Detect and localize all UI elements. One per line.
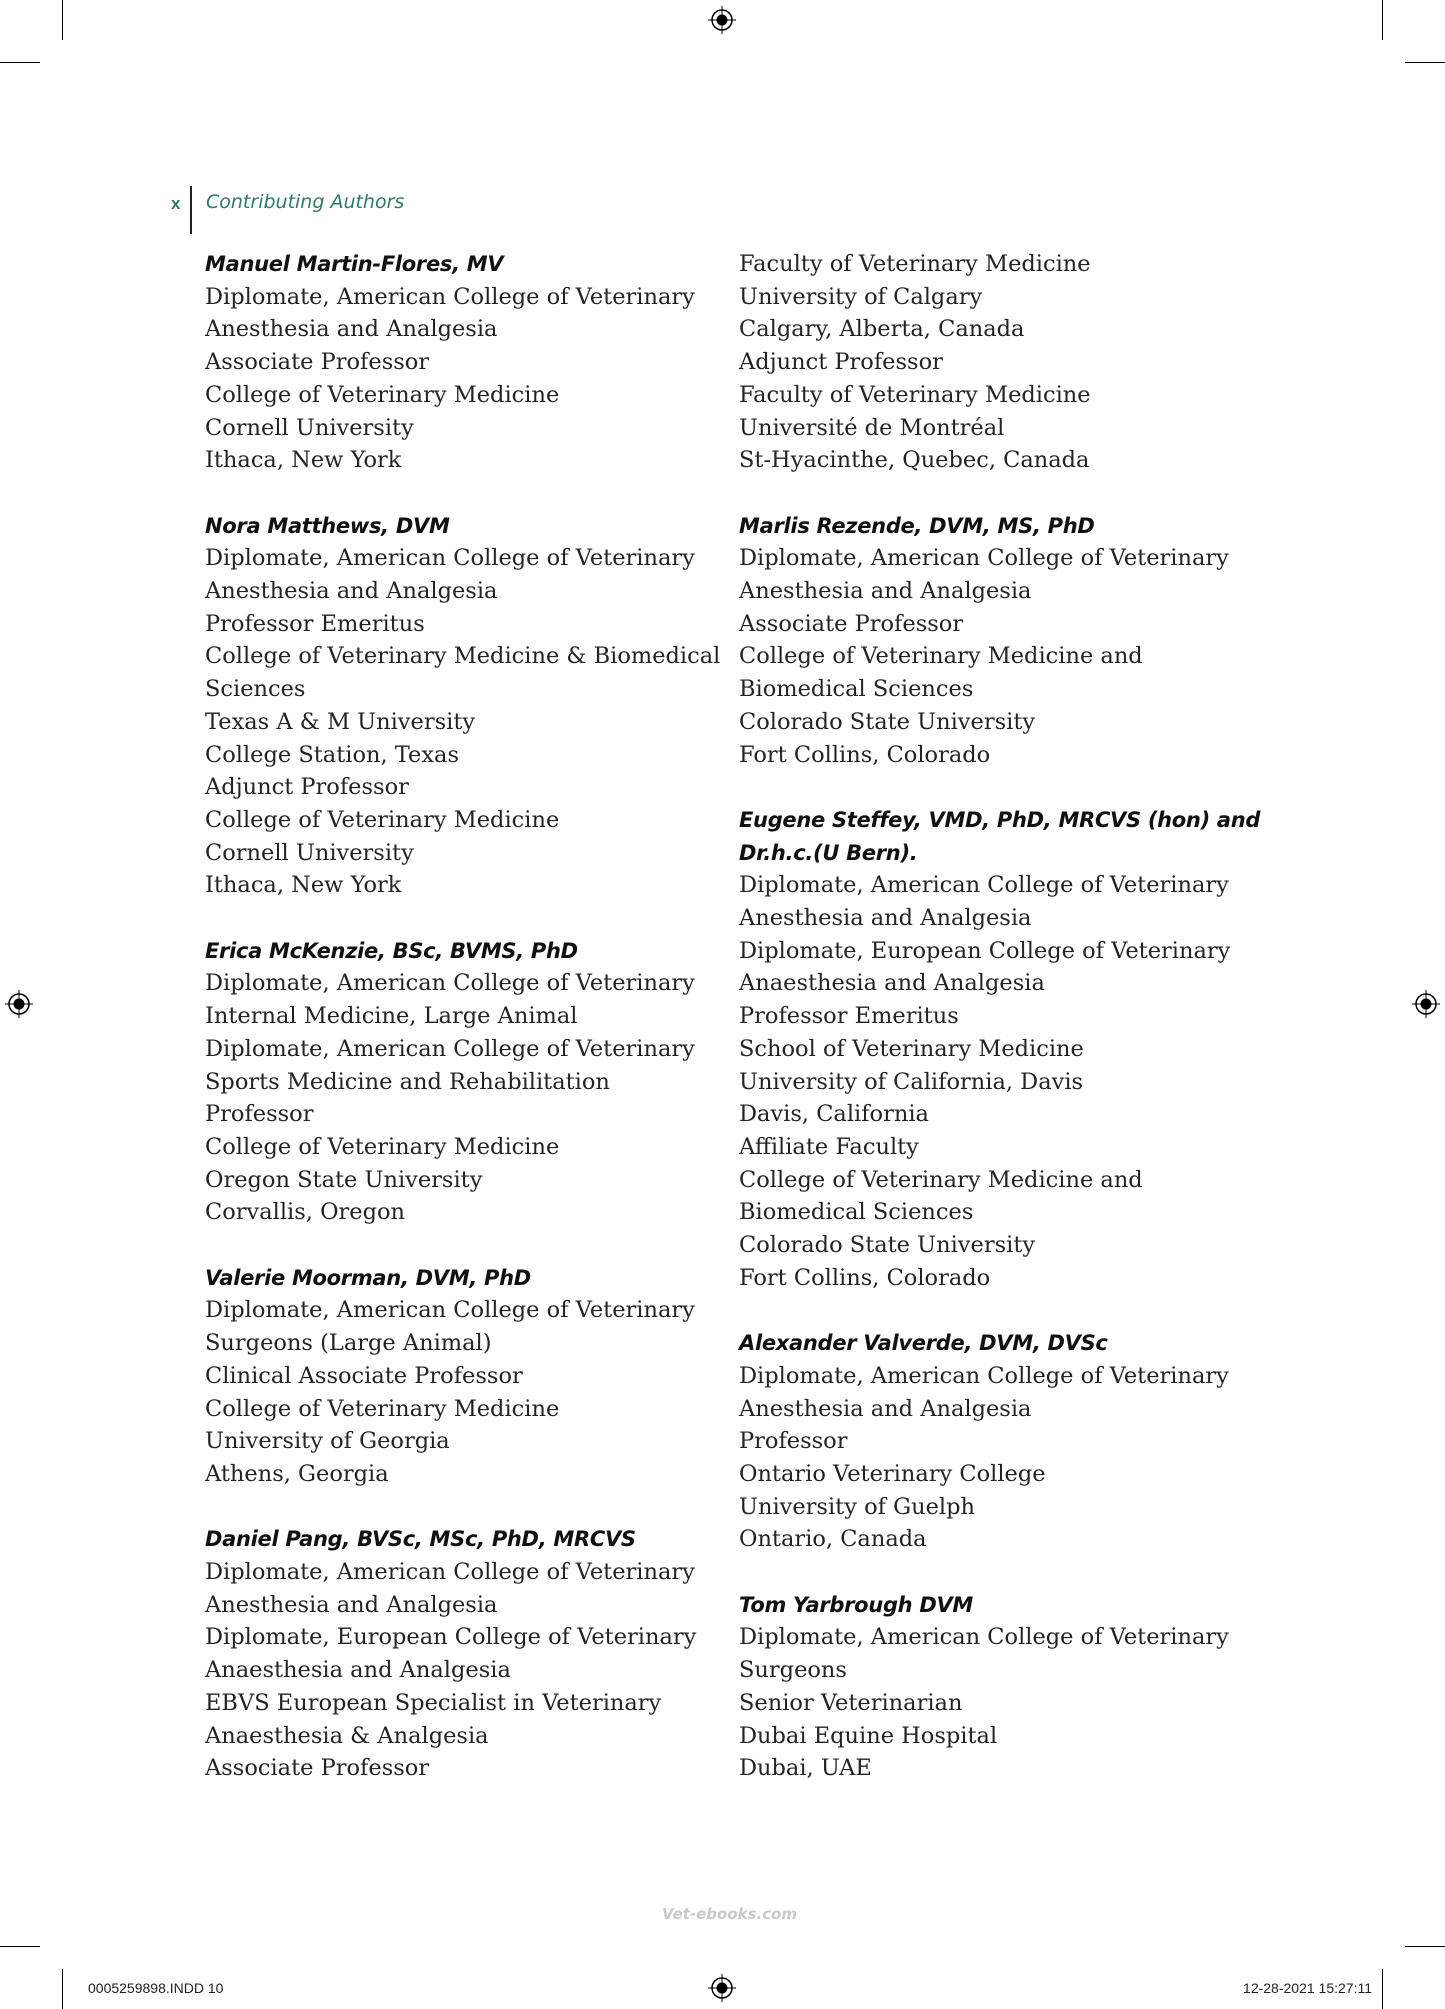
crop-mark [1382, 1969, 1383, 2009]
crop-mark [0, 1946, 40, 1947]
affiliation-line: Oregon State University [205, 1166, 483, 1193]
crop-mark [62, 1969, 63, 2009]
right-column [739, 248, 1261, 1818]
affiliation-line: Corvallis, Oregon [205, 1199, 406, 1226]
registration-mark-icon [708, 6, 736, 34]
affiliation-line: Faculty of Veterinary Medicine [739, 251, 1091, 277]
affiliation-line: Colorado State University [739, 1232, 1036, 1259]
author-entry [205, 1523, 715, 1785]
affiliation-line: Surgeons [739, 1657, 847, 1684]
affiliation-line: Dubai, UAE [739, 1755, 872, 1782]
affiliation-line: Anaesthesia and Analgesia [205, 1657, 511, 1684]
affiliation-line: Associate Professor [739, 610, 964, 637]
header-divider [190, 186, 192, 234]
affiliation-line: Diplomate, American College of Veterinary [739, 1624, 1229, 1651]
author-entry [739, 1327, 1249, 1556]
affiliation-line: Anesthesia and Analgesia [205, 316, 498, 343]
affiliation-line: Diplomate, American College of Veterinary [205, 1559, 695, 1586]
page-number: x [171, 194, 181, 213]
affiliation-line: Anaesthesia and Analgesia [739, 970, 1045, 997]
affiliation-line: Professor [739, 1428, 848, 1455]
affiliation-line: Diplomate, European College of Veterinary [205, 1624, 697, 1651]
author-name: Daniel Pang, BVSc, MSc, PhD, MRCVS [205, 1527, 636, 1552]
affiliation-line: Anesthesia and Analgesia [739, 578, 1032, 605]
affiliation-line: Diplomate, American College of Veterinary [205, 1297, 695, 1324]
slug-file: 0005259898.INDD 10 [88, 1980, 224, 1996]
affiliation-line: University of Calgary [739, 283, 983, 310]
affiliation-line: Clinical Associate Professor [205, 1362, 523, 1389]
affiliation-line: College of Veterinary Medicine [205, 1133, 560, 1160]
affiliation-line: Faculty of Veterinary Medicine [739, 381, 1091, 408]
affiliation-line: Anesthesia and Analgesia [205, 1591, 498, 1618]
affiliation-line: St-Hyacinthe, Quebec, Canada [739, 447, 1090, 474]
affiliation-line: Diplomate, European College of Veterinary [739, 937, 1231, 964]
crop-mark [0, 62, 40, 63]
author-name: Manuel Martin-Flores, MV [205, 252, 504, 276]
author-name: Erica McKenzie, BSc, BVMS, PhD [205, 938, 578, 963]
affiliation-line: Calgary, Alberta, Canada [739, 316, 1025, 343]
affiliation-line: Sports Medicine and Rehabilitation [205, 1068, 610, 1095]
affiliation-line: Diplomate, American College of Veterinary [205, 1035, 695, 1062]
affiliation-line: Professor [205, 1101, 314, 1128]
affiliation-line: School of Veterinary Medicine [739, 1035, 1084, 1062]
affiliation-line: University of Georgia [205, 1428, 450, 1455]
affiliation-line: Affiliate Faculty [739, 1133, 919, 1160]
affiliation-line: University of California, Davis [739, 1068, 1084, 1095]
affiliation-line: Diplomate, American College of Veterinary [205, 970, 695, 997]
affiliation-line: Anesthesia and Analgesia [739, 1395, 1032, 1422]
affiliation-line: Ontario, Canada [739, 1526, 927, 1553]
affiliation-line: Cornell University [205, 839, 414, 866]
affiliation-line: Diplomate, American College of Veterinary [205, 545, 695, 572]
affiliation-line: Dubai Equine Hospital [739, 1722, 998, 1749]
affiliation-line: Texas A & M University [205, 708, 476, 735]
author-entry [205, 1262, 715, 1491]
author-name: Eugene Steffey, VMD, PhD, MRCVS (hon) and [739, 807, 1261, 832]
author-entry [739, 804, 1261, 1295]
affiliation-line: College of Veterinary Medicine and [739, 1166, 1143, 1193]
registration-mark-icon [708, 1974, 736, 2002]
affiliation-line: Ithaca, New York [205, 447, 402, 474]
affiliation-line: Université de Montréal [739, 414, 1005, 441]
affiliation-line: Professor Emeritus [205, 610, 425, 637]
affiliation-line: Diplomate, American College of Veterinary [205, 283, 695, 310]
affiliation-line: University of Guelph [739, 1493, 975, 1520]
running-head-title: Contributing Authors [206, 191, 405, 213]
affiliation-line: Diplomate, American College of Veterinary [739, 545, 1229, 572]
affiliation-line: Adjunct Professor [205, 774, 409, 801]
author-name: Dr.h.c.(U Bern). [739, 840, 918, 865]
affiliation-line: Diplomate, American College of Veterinary [739, 1362, 1229, 1389]
author-name: Nora Matthews, DVM [205, 513, 450, 538]
affiliation-line: Ontario Veterinary College [739, 1460, 1046, 1487]
affiliation-line: Colorado State University [739, 708, 1036, 735]
affiliation-line: Anesthesia and Analgesia [205, 578, 498, 605]
crop-mark [1405, 1946, 1445, 1947]
left-column [205, 248, 721, 1818]
affiliation-line: Anesthesia and Analgesia [739, 905, 1032, 932]
registration-mark-icon [5, 990, 33, 1018]
affiliation-line: Athens, Georgia [205, 1460, 389, 1487]
affiliation-line: College of Veterinary Medicine & Biomedical [205, 643, 721, 670]
affiliation-line: Davis, California [739, 1101, 929, 1128]
author-name: Tom Yarbrough DVM [739, 1592, 974, 1617]
affiliation-line: College of Veterinary Medicine and [739, 643, 1143, 670]
author-name: Alexander Valverde, DVM, DVSc [739, 1331, 1108, 1356]
author-name: Valerie Moorman, DVM, PhD [205, 1265, 531, 1290]
author-entry [205, 510, 721, 902]
affiliation-line: Professor Emeritus [739, 1003, 959, 1030]
affiliation-line: College Station, Texas [205, 741, 460, 768]
author-name: Marlis Rezende, DVM, MS, PhD [739, 513, 1095, 538]
affiliation-line: Biomedical Sciences [739, 676, 974, 703]
watermark: Vet-ebooks.com [662, 1905, 798, 1923]
affiliation-line: Anaesthesia & Analgesia [205, 1722, 489, 1749]
affiliation-line: Biomedical Sciences [739, 1199, 974, 1226]
crop-mark [62, 0, 63, 40]
affiliation-line: Cornell University [205, 414, 414, 441]
affiliation-line: Fort Collins, Colorado [739, 741, 991, 768]
affiliation-line: Associate Professor [205, 1755, 430, 1782]
affiliation-line: Ithaca, New York [205, 872, 402, 899]
affiliation-line: College of Veterinary Medicine [205, 381, 560, 408]
affiliation-line: Diplomate, American College of Veterinary [739, 872, 1229, 899]
slug-timestamp: 12-28-2021 15:27:11 [1243, 1980, 1372, 1996]
author-entry [739, 510, 1249, 772]
affiliation-line: EBVS European Specialist in Veterinary [205, 1689, 662, 1716]
affiliation-line: Associate Professor [205, 349, 430, 376]
affiliation-line: Fort Collins, Colorado [739, 1264, 991, 1291]
affiliation-line: College of Veterinary Medicine [205, 806, 560, 833]
affiliation-line: Internal Medicine, Large Animal [205, 1003, 578, 1030]
crop-mark [1405, 62, 1445, 63]
affiliation-line: College of Veterinary Medicine [205, 1395, 560, 1422]
affiliation-line: Adjunct Professor [739, 349, 943, 376]
affiliation-line: Surgeons (Large Animal) [205, 1330, 492, 1357]
affiliation-line: Sciences [205, 676, 306, 703]
author-entry [739, 1589, 1249, 1785]
continued-entry [739, 248, 1249, 477]
crop-mark [1382, 0, 1383, 40]
author-entry [205, 935, 715, 1229]
registration-mark-icon [1412, 990, 1440, 1018]
affiliation-line: Senior Veterinarian [739, 1689, 963, 1716]
right-entries [739, 510, 1261, 1785]
author-entry [205, 248, 715, 477]
